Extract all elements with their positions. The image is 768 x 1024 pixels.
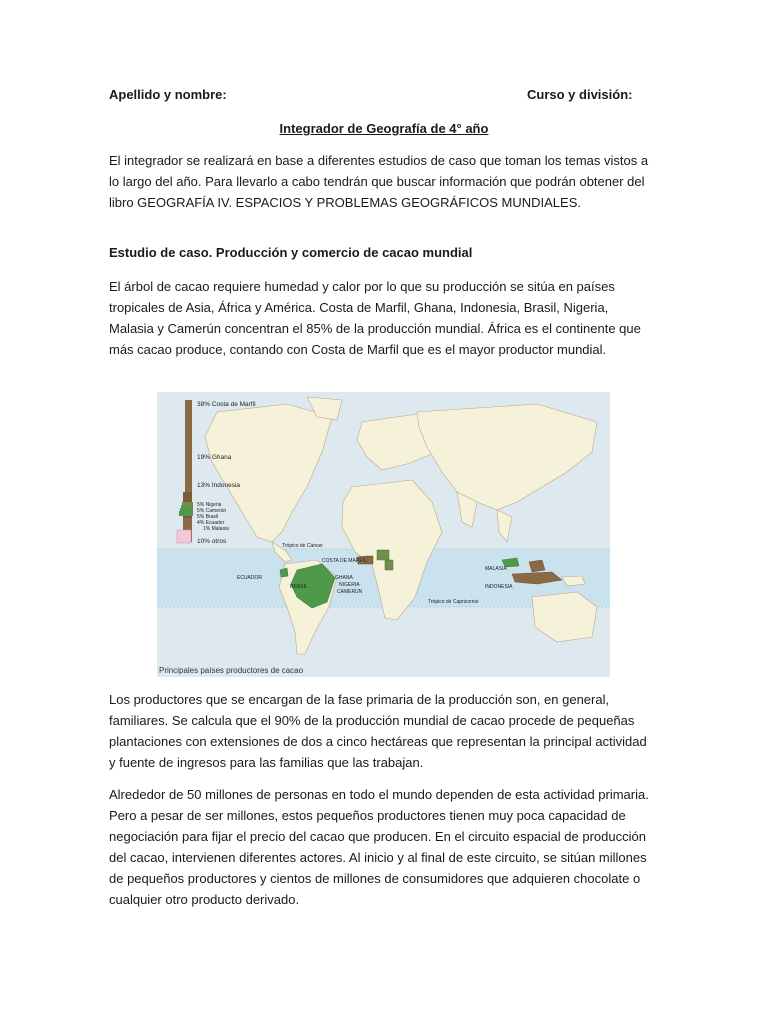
legend-bar-costa-marfil xyxy=(185,400,192,480)
actors-paragraph: Alrededor de 50 millones de personas en todo el mundo dependen de esta actividad primaria. Pero a pesar de ser millones, estos pequeños productores tienen muy poca capacidad de negociación para fijar el precio del cacao que producen. En el circuito espacial de producción del cacao, intervienen diferentes actores. Al inicio y al final de este circuito, se sitúan millones de pequeños productores y cientos de millones de consumidores que adquieren chocolate o cualquier otro producto derivado. xyxy=(109,787,649,907)
camerun-shape xyxy=(385,560,393,570)
legend-bar-camerun xyxy=(181,505,193,508)
camerun-label: CAMERÚN xyxy=(337,589,363,595)
document-title: Integrador de Geografía de 4° año xyxy=(279,121,489,136)
ghana-shape xyxy=(367,556,373,564)
legend-label-brasil: 5% Brasil xyxy=(197,514,219,520)
tropic-capricorn-label: Trópico de Capricornio xyxy=(428,599,479,605)
legend-label-otros: 10% otros xyxy=(197,538,227,545)
world-map-graphic xyxy=(157,392,610,677)
legend-bar-otros xyxy=(177,530,191,543)
student-header xyxy=(109,87,649,107)
cocoa-paragraph: El árbol de cacao requiere humedad y calor por lo que su producción se sitúa en países tropicales de Asia, África y América. Costa de Marfil, Ghana, Indonesia, Brasil, Nigeria, Malasia y Camerún concentran el 85% de la producción mundial. África es el continente que más cacao produce, contando con Costa de Marfil que es el mayor productor mundial. xyxy=(109,279,641,357)
cocoa-producers-map xyxy=(157,392,610,677)
legend-label-ghana: 19% Ghana xyxy=(197,454,232,461)
ghana-label: GHANA xyxy=(335,575,353,581)
ecuador-label: ECUADOR xyxy=(237,575,263,581)
brasil-label: BRASIL xyxy=(290,584,308,590)
ecuador-shape xyxy=(280,568,288,577)
malasia-label: MALASIA xyxy=(485,566,507,572)
borneo-shape xyxy=(529,560,545,572)
tropic-cancer-label: Trópico de Cáncer xyxy=(282,543,323,549)
se-asia-shape xyxy=(497,510,512,542)
legend-label-ecuador: 4% Ecuador xyxy=(197,520,225,526)
map-caption: Principales países productores de cacao xyxy=(159,666,304,675)
intro-paragraph: El integrador se realizará en base a diferentes estudios de caso que toman los temas vistos a lo largo del año. Para llevarlo a cabo tendrán que buscar información que podrán obtener del libro GEOGRAFÍA IV. ESPACIOS Y PROBLEMAS GEOGRÁFICOS MUNDIALES. xyxy=(109,153,649,210)
asia-shape xyxy=(417,404,597,510)
costa-marfil-label: COSTA DE MARFIL xyxy=(322,558,367,564)
legend-bar-ecuador xyxy=(179,511,193,514)
legend-label-malasia: 1% Malasia xyxy=(203,526,229,532)
course-field-label: Curso y división: xyxy=(527,87,633,102)
nigeria-label: NIGERIA xyxy=(339,582,360,588)
production-legend-bar xyxy=(177,400,193,543)
producers-paragraph: Los productores que se encargan de la fase primaria de la producción son, en general, familiares. Se calcula que el 90% de la producción mundial de cacao procede de pequeñas plantaciones con extensiones de dos a cinco hectáreas que representan la principal actividad y fuente de ingresos para las familias que las trabajan. xyxy=(109,692,647,770)
legend-label-costa-marfil: 38% Costa de Marfil xyxy=(197,401,256,408)
legend-bar-malasia xyxy=(179,514,193,516)
legend-label-camerun: 5% Camerún xyxy=(197,508,227,514)
case-study-heading: Estudio de caso. Producción y comercio de cacao mundial xyxy=(109,245,473,260)
legend-bar-brasil xyxy=(180,508,193,511)
legend-bar-nigeria xyxy=(182,502,193,505)
legend-label-indonesia: 13% Indonesia xyxy=(197,482,241,489)
nigeria-shape xyxy=(377,550,389,560)
indonesia-label: INDONESIA xyxy=(485,584,513,590)
name-field-label: Apellido y nombre: xyxy=(109,87,227,102)
australia-shape xyxy=(532,592,597,642)
legend-label-nigeria: 5% Nigeria xyxy=(197,502,222,508)
